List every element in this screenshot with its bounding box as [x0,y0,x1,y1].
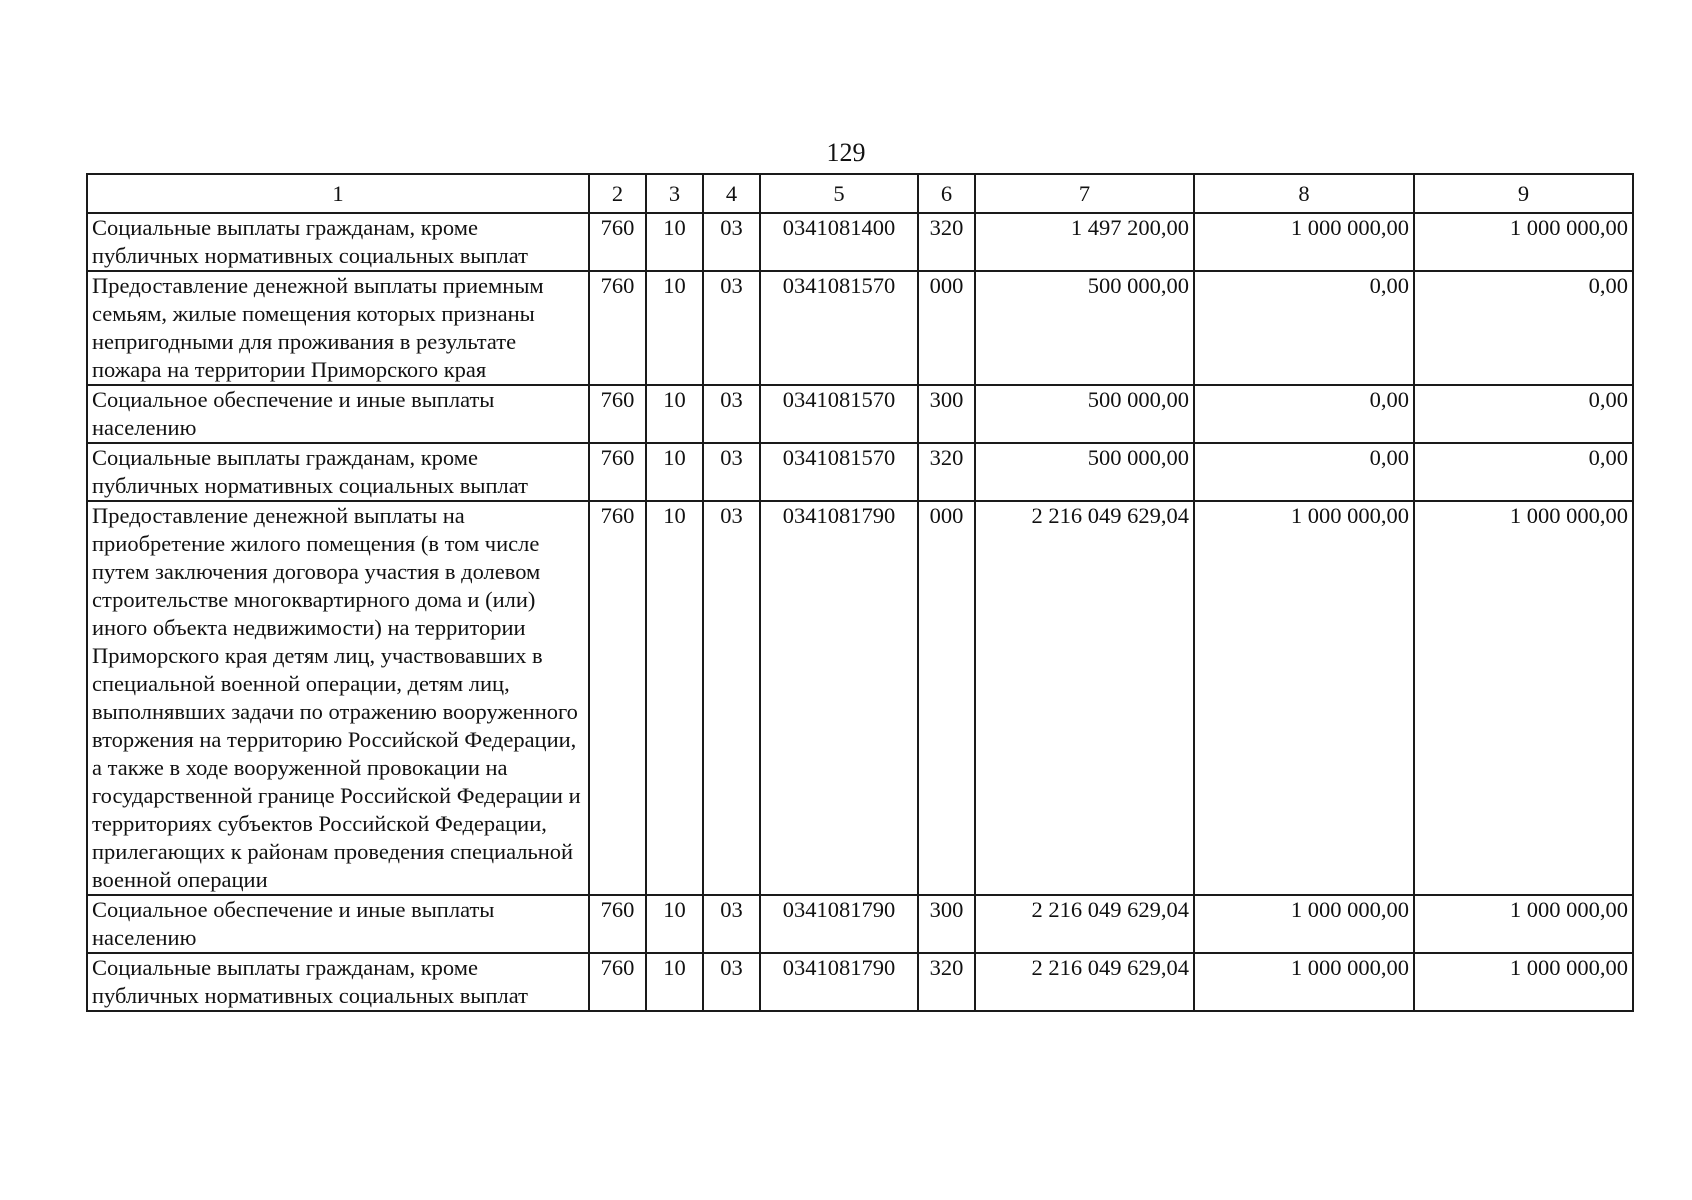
cell-section-code: 10 [646,385,703,443]
cell-amount-col7: 2 216 049 629,04 [975,895,1194,953]
cell-amount-col9: 1 000 000,00 [1414,213,1633,271]
cell-amount-col8: 1 000 000,00 [1194,213,1414,271]
page-number: 129 [826,138,866,167]
cell-amount-col7: 2 216 049 629,04 [975,501,1194,895]
table-row [87,385,1633,443]
cell-expense-type: 000 [918,271,975,385]
cell-ministry-code: 760 [589,385,646,443]
cell-subsection-code: 03 [703,271,760,385]
row-name: Предоставление денежной выплаты приемным семьям, жилые помещения которых признаны непригодными для проживания в результате пожара на территории Приморского края [87,271,589,385]
cell-ministry-code: 760 [589,953,646,1011]
cell-target-code: 0341081790 [760,501,918,895]
table-row [87,271,1633,385]
cell-expense-type: 320 [918,213,975,271]
cell-amount-col8: 0,00 [1194,385,1414,443]
cell-section-code: 10 [646,953,703,1011]
cell-amount-col9: 1 000 000,00 [1414,501,1633,895]
cell-section-code: 10 [646,443,703,501]
cell-subsection-code: 03 [703,953,760,1011]
row-name: Предоставление денежной выплаты на приобретение жилого помещения (в том числе путем заключения договора участия в долевом строительстве многоквартирного дома и (или) иного объекта недвижимости) на территории Приморского края детям лиц, участвовавших в специальной военной операции, детям лиц, выполнявших задачи по отражению вооруженного вторжения на территорию Российской Федерации, а также в ходе вооруженной провокации на государственной границе Российской Федерации и территориях субъектов Российской Федерации, прилегающих к районам проведения специальной военной операции [87,501,589,895]
column-header: 8 [1194,174,1414,213]
cell-target-code: 0341081790 [760,953,918,1011]
cell-amount-col7: 1 497 200,00 [975,213,1194,271]
column-header: 3 [646,174,703,213]
cell-ministry-code: 760 [589,501,646,895]
column-header: 6 [918,174,975,213]
table-row [87,213,1633,271]
cell-section-code: 10 [646,213,703,271]
column-header: 9 [1414,174,1633,213]
header-row [87,174,1633,213]
row-name: Социальные выплаты гражданам, кроме публичных нормативных социальных выплат [87,953,589,1011]
cell-subsection-code: 03 [703,213,760,271]
cell-expense-type: 300 [918,385,975,443]
cell-target-code: 0341081790 [760,895,918,953]
cell-expense-type: 300 [918,895,975,953]
cell-target-code: 0341081570 [760,385,918,443]
table-row [87,895,1633,953]
column-header: 1 [87,174,589,213]
budget-table [86,173,1634,1012]
cell-target-code: 0341081570 [760,271,918,385]
cell-section-code: 10 [646,501,703,895]
cell-amount-col8: 0,00 [1194,443,1414,501]
row-name: Социальные выплаты гражданам, кроме публичных нормативных социальных выплат [87,443,589,501]
column-header: 4 [703,174,760,213]
cell-subsection-code: 03 [703,385,760,443]
cell-amount-col9: 0,00 [1414,271,1633,385]
cell-ministry-code: 760 [589,213,646,271]
cell-ministry-code: 760 [589,271,646,385]
cell-amount-col9: 0,00 [1414,385,1633,443]
table-row [87,501,1633,895]
column-header: 5 [760,174,918,213]
cell-subsection-code: 03 [703,501,760,895]
column-header: 7 [975,174,1194,213]
cell-ministry-code: 760 [589,895,646,953]
row-name: Социальное обеспечение и иные выплаты населению [87,895,589,953]
cell-section-code: 10 [646,895,703,953]
cell-target-code: 0341081570 [760,443,918,501]
cell-amount-col8: 1 000 000,00 [1194,953,1414,1011]
cell-amount-col8: 0,00 [1194,271,1414,385]
cell-target-code: 0341081400 [760,213,918,271]
table-row [87,443,1633,501]
cell-amount-col7: 500 000,00 [975,271,1194,385]
cell-amount-col9: 0,00 [1414,443,1633,501]
cell-amount-col9: 1 000 000,00 [1414,895,1633,953]
cell-expense-type: 000 [918,501,975,895]
row-name: Социальные выплаты гражданам, кроме публичных нормативных социальных выплат [87,213,589,271]
cell-amount-col8: 1 000 000,00 [1194,501,1414,895]
cell-expense-type: 320 [918,443,975,501]
cell-amount-col7: 500 000,00 [975,385,1194,443]
column-header: 2 [589,174,646,213]
cell-section-code: 10 [646,271,703,385]
cell-amount-col8: 1 000 000,00 [1194,895,1414,953]
cell-ministry-code: 760 [589,443,646,501]
cell-expense-type: 320 [918,953,975,1011]
cell-amount-col7: 2 216 049 629,04 [975,953,1194,1011]
row-name: Социальное обеспечение и иные выплаты населению [87,385,589,443]
table-row [87,953,1633,1011]
cell-subsection-code: 03 [703,895,760,953]
cell-amount-col9: 1 000 000,00 [1414,953,1633,1011]
cell-amount-col7: 500 000,00 [975,443,1194,501]
cell-subsection-code: 03 [703,443,760,501]
